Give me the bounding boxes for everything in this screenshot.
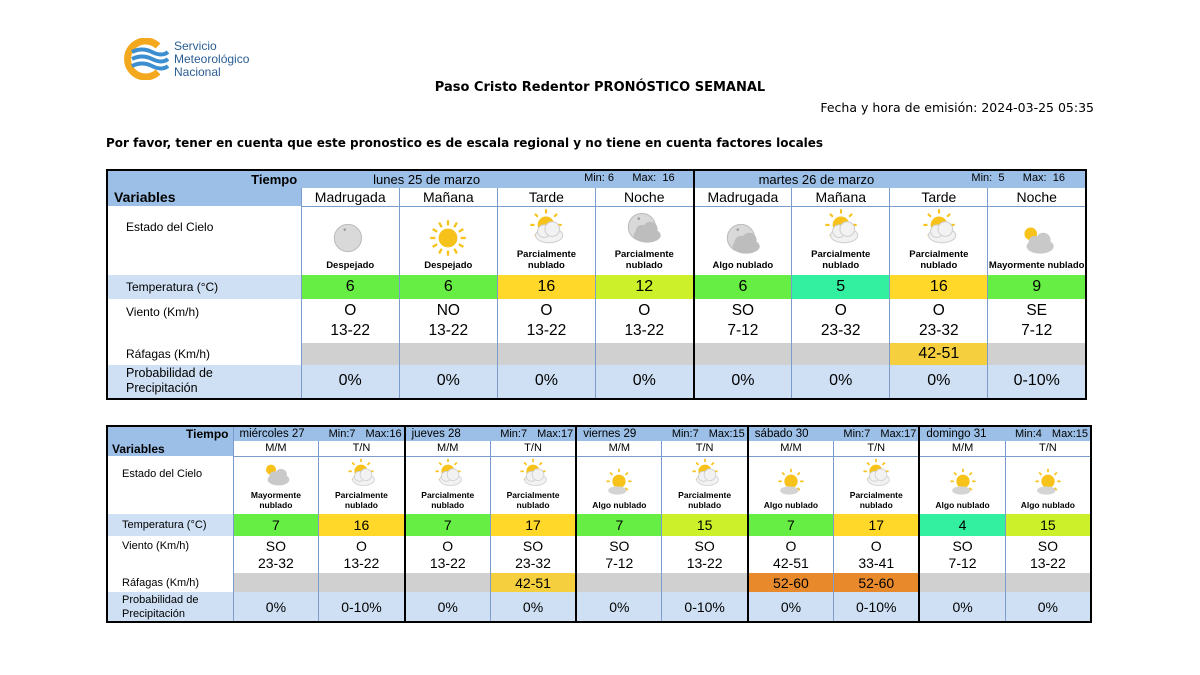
- temperature-cell: 16: [890, 275, 988, 299]
- disclaimer-note: Por favor, tener en cuenta que este pronostico es de escala regional y no tiene en cuenta factores locales: [106, 136, 824, 150]
- night-cloudy-icon: [720, 218, 766, 258]
- day-max: Max:17: [537, 428, 574, 440]
- wind-direction: O: [834, 301, 847, 319]
- wind-speed: 13-22: [686, 554, 723, 571]
- period-name: T/N: [490, 441, 576, 456]
- sky-cell: [319, 456, 405, 514]
- precip-prob-cell: 0%: [301, 365, 399, 399]
- day-max: Max:15: [708, 428, 745, 440]
- sky-label: Despejado: [326, 259, 375, 271]
- temperature-cell: 17: [834, 514, 920, 536]
- wind-cell: [399, 299, 497, 343]
- day-min: Min:7: [500, 428, 528, 440]
- wind-speed: 7-12: [1021, 321, 1053, 339]
- table-row: [107, 514, 1091, 536]
- day-max: Max:15: [1051, 428, 1088, 440]
- sky-label: Parcialmente nublado: [614, 248, 674, 271]
- temperature-cell: 7: [748, 514, 834, 536]
- period-name: T/N: [319, 441, 405, 456]
- sky-label: Parcialmente nublado: [506, 490, 560, 510]
- tiempo-label: Tiempo: [107, 426, 233, 441]
- period-name: Noche: [595, 188, 693, 206]
- wind-cell: [490, 536, 576, 573]
- wind-speed: 13-22: [1029, 554, 1066, 571]
- precip-prob-cell: 0%: [890, 365, 988, 399]
- period-name: Tarde: [890, 188, 988, 206]
- precip-prob-cell: 0%: [595, 365, 693, 399]
- day-date: domingo 31: [926, 428, 987, 440]
- temperatura-label: Temperatura (°C): [107, 514, 233, 536]
- day-max: Max:17: [880, 428, 917, 440]
- gust-cell: [405, 573, 491, 592]
- gust-cell: 42-51: [890, 343, 988, 365]
- wind-speed: 13-22: [429, 554, 466, 571]
- gust-cell: [919, 573, 1005, 592]
- wind-direction: SO: [1037, 537, 1058, 554]
- gust-cell: [792, 343, 890, 365]
- table-row: [107, 188, 1086, 206]
- viento-label: Viento (Km/h): [107, 536, 233, 573]
- sky-label: Algo nublado: [935, 500, 990, 510]
- wind-direction: SO: [609, 537, 630, 554]
- viento-label: Viento (Km/h): [107, 299, 301, 343]
- precip-prob-cell: 0-10%: [319, 592, 405, 622]
- wind-speed: 23-32: [257, 554, 294, 571]
- temperature-cell: 6: [399, 275, 497, 299]
- period-name: Tarde: [497, 188, 595, 206]
- estado-label: Estado del Cielo: [107, 456, 233, 514]
- period-name: M/M: [405, 441, 491, 456]
- wind-cell: [662, 536, 748, 573]
- gust-cell: [576, 573, 662, 592]
- day-date: miércoles 27: [239, 428, 305, 440]
- gust-cell: [662, 573, 748, 592]
- wind-speed: 13-22: [343, 554, 380, 571]
- wind-direction: SO: [265, 537, 287, 554]
- variables-label: Variables: [107, 188, 301, 206]
- period-name: T/N: [662, 441, 748, 456]
- table-row: [107, 299, 1086, 343]
- partly-cloudy-icon: [523, 207, 569, 247]
- precip-prob-cell: 0%: [792, 365, 890, 399]
- table-row: [107, 456, 1091, 514]
- sky-cell: [405, 456, 491, 514]
- day-header: [233, 426, 405, 441]
- day-header: [405, 426, 577, 441]
- period-name: M/M: [919, 441, 1005, 456]
- rafagas-label: Ráfagas (Km/h): [107, 343, 301, 365]
- partly-cloudy-icon: [857, 458, 895, 488]
- wind-direction: SO: [522, 537, 544, 554]
- gust-cell: 42-51: [490, 573, 576, 592]
- estado-label: Estado del Cielo: [107, 206, 301, 275]
- table-row: [107, 170, 1086, 188]
- wind-direction: O: [870, 537, 882, 554]
- temperature-cell: 7: [576, 514, 662, 536]
- precip-prob-cell: 0%: [497, 365, 595, 399]
- sky-cell: [490, 456, 576, 514]
- page-title: Paso Cristo Redentor PRONÓSTICO SEMANAL: [434, 80, 766, 95]
- day-min: Min:7: [328, 428, 356, 440]
- wind-cell: [834, 536, 920, 573]
- wind-cell: [576, 536, 662, 573]
- sun-cloud-icon: [772, 468, 810, 498]
- table-row: [107, 592, 1091, 622]
- precip-prob-cell: 0%: [490, 592, 576, 622]
- precip-prob-cell: 0%: [399, 365, 497, 399]
- sky-label: Parcialmente nublado: [516, 248, 576, 271]
- issue-datetime: Fecha y hora de emisión: 2024-03-25 05:35: [820, 100, 1094, 115]
- wind-speed: 23-32: [919, 321, 959, 339]
- forecast-table-days-3-7: [106, 425, 1092, 623]
- sky-cell: [890, 206, 988, 275]
- sky-label: Parcialmente nublado: [811, 248, 871, 271]
- wind-speed: 42-51: [773, 554, 809, 571]
- sun-icon: [425, 218, 471, 258]
- temperature-cell: 16: [497, 275, 595, 299]
- day-min: Min:7: [843, 428, 871, 440]
- sky-cell: [694, 206, 792, 275]
- wind-cell: [890, 299, 988, 343]
- partly-cloudy-icon: [818, 207, 864, 247]
- temperature-cell: 16: [319, 514, 405, 536]
- period-name: M/M: [576, 441, 662, 456]
- rafagas-label: Ráfagas (Km/h): [107, 573, 233, 592]
- gust-cell: [399, 343, 497, 365]
- sky-label: Parcialmente nublado: [849, 490, 903, 510]
- sky-label: Parcialmente nublado: [421, 490, 475, 510]
- wind-cell: [319, 536, 405, 573]
- temperature-cell: 5: [792, 275, 890, 299]
- precip-prob-cell: 0-10%: [834, 592, 920, 622]
- sky-label: Parcialmente nublado: [334, 490, 388, 510]
- wind-direction: SO: [731, 301, 755, 319]
- table-row: [107, 343, 1086, 365]
- gust-cell: [497, 343, 595, 365]
- precip-prob-cell: 0%: [694, 365, 792, 399]
- table-row: [107, 426, 1091, 441]
- sun-cloud-icon: [944, 468, 982, 498]
- temperature-cell: 9: [988, 275, 1086, 299]
- gust-cell: [595, 343, 693, 365]
- sun-cloud-icon: [600, 468, 638, 498]
- variables-label: Variables: [107, 441, 233, 456]
- day-header: [919, 426, 1091, 441]
- sky-label: Parcialmente nublado: [678, 490, 732, 510]
- tiempo-label: Tiempo: [107, 170, 301, 188]
- period-name: M/M: [748, 441, 834, 456]
- wind-cell: [792, 299, 890, 343]
- probabilidad-label: Probabilidad de Precipitación: [107, 592, 233, 622]
- wind-speed: 23-32: [515, 554, 551, 571]
- temperature-cell: 6: [694, 275, 792, 299]
- sky-label: Algo nublado: [763, 500, 819, 510]
- sky-label: Algo nublado: [1020, 500, 1075, 510]
- temperature-cell: 6: [301, 275, 399, 299]
- sky-cell: [662, 456, 748, 514]
- day-max: Max:16: [365, 428, 402, 440]
- wind-cell: [988, 299, 1086, 343]
- sky-cell: [497, 206, 595, 275]
- wind-cell: [694, 299, 792, 343]
- wind-direction: O: [785, 537, 797, 554]
- partly-cloudy-icon: [916, 207, 962, 247]
- sky-label: Mayormente nublado: [250, 490, 301, 510]
- gust-cell: [1005, 573, 1091, 592]
- sky-label: Parcialmente nublado: [909, 248, 969, 271]
- wind-direction: O: [540, 301, 553, 319]
- mostly-cloudy-icon: [1014, 218, 1060, 258]
- wind-direction: SO: [952, 537, 973, 554]
- sky-cell: [399, 206, 497, 275]
- smn-logo: [118, 38, 278, 80]
- table-row: [107, 573, 1091, 592]
- wind-direction: O: [638, 301, 651, 319]
- wind-cell: [748, 536, 834, 573]
- table-row: [107, 441, 1091, 456]
- precip-prob-cell: 0%: [233, 592, 319, 622]
- table-row: [107, 365, 1086, 399]
- wind-speed: 13-22: [624, 321, 665, 339]
- table-row: [107, 275, 1086, 299]
- sky-label: Mayormente nublado: [988, 259, 1085, 271]
- wind-speed: 7-12: [605, 554, 634, 571]
- gust-cell: [233, 573, 319, 592]
- sky-cell: [834, 456, 920, 514]
- wind-speed: 7-12: [727, 321, 759, 339]
- wind-direction: O: [344, 301, 357, 319]
- wind-speed: 7-12: [948, 554, 977, 571]
- partly-cloudy-icon: [429, 458, 467, 488]
- precip-prob-cell: 0%: [1005, 592, 1091, 622]
- precip-prob-cell: 0-10%: [662, 592, 748, 622]
- wind-speed: 13-22: [526, 321, 567, 339]
- wind-cell: [405, 536, 491, 573]
- wind-cell: [497, 299, 595, 343]
- period-name: Noche: [988, 188, 1086, 206]
- sky-cell: [233, 456, 319, 514]
- temperature-cell: 17: [490, 514, 576, 536]
- temperature-cell: 7: [233, 514, 319, 536]
- precip-prob-cell: 0-10%: [988, 365, 1086, 399]
- wind-direction: SE: [1026, 301, 1048, 319]
- gust-cell: [694, 343, 792, 365]
- period-name: Madrugada: [694, 188, 792, 206]
- sky-cell: [748, 456, 834, 514]
- sky-cell: [576, 456, 662, 514]
- table-row: [107, 536, 1091, 573]
- day-date: sábado 30: [754, 428, 809, 440]
- sky-cell: [1005, 456, 1091, 514]
- temperature-cell: 12: [595, 275, 693, 299]
- period-name: Madrugada: [301, 188, 399, 206]
- wind-direction: O: [442, 537, 454, 554]
- wind-cell: [233, 536, 319, 573]
- day-header: martes 26 de marzo Min: 5 Max: 16: [694, 170, 1086, 188]
- sky-cell: [792, 206, 890, 275]
- period-name: M/M: [233, 441, 319, 456]
- sky-cell: [595, 206, 693, 275]
- night-clear-icon: [327, 218, 373, 258]
- night-cloudy-icon: [621, 207, 667, 247]
- period-name: Mañana: [399, 188, 497, 206]
- sun-cloud-icon: [1029, 468, 1067, 498]
- period-name: T/N: [1005, 441, 1091, 456]
- temperature-cell: 15: [662, 514, 748, 536]
- day-date: jueves 28: [411, 428, 461, 440]
- forecast-table-days-1-2: [106, 169, 1087, 400]
- temperatura-label: Temperatura (°C): [107, 275, 301, 299]
- precip-prob-cell: 0%: [919, 592, 1005, 622]
- gust-cell: 52-60: [748, 573, 834, 592]
- wind-cell: [595, 299, 693, 343]
- sky-label: Algo nublado: [712, 259, 774, 271]
- day-header: lunes 25 de marzo Min: 6 Max: 16: [301, 170, 693, 188]
- day-min: Min:4: [1015, 428, 1042, 440]
- wind-speed: 13-22: [330, 321, 371, 339]
- gust-cell: [319, 573, 405, 592]
- probabilidad-label: Probabilidad de Precipitación: [107, 365, 301, 399]
- sky-cell: [988, 206, 1086, 275]
- day-header: [576, 426, 748, 441]
- wind-direction: O: [932, 301, 945, 319]
- day-date: viernes 29: [583, 428, 637, 440]
- wind-cell: [919, 536, 1005, 573]
- wind-direction: SO: [694, 537, 715, 554]
- wind-direction: O: [356, 537, 367, 554]
- partly-cloudy-icon: [514, 458, 552, 488]
- period-name: Mañana: [792, 188, 890, 206]
- wind-speed: 13-22: [428, 321, 469, 339]
- precip-prob-cell: 0%: [576, 592, 662, 622]
- gust-cell: 52-60: [834, 573, 920, 592]
- temperature-cell: 4: [919, 514, 1005, 536]
- day-min: Min:7: [671, 428, 699, 440]
- partly-cloudy-icon: [686, 458, 724, 488]
- wind-direction: NO: [436, 301, 460, 319]
- mostly-cloudy-icon: [257, 458, 295, 488]
- precip-prob-cell: 0%: [405, 592, 491, 622]
- temperature-cell: 15: [1005, 514, 1091, 536]
- org-name: Servicio Meteorológico Nacional: [174, 39, 250, 79]
- smn-logo-icon: [118, 38, 172, 80]
- precip-prob-cell: 0%: [748, 592, 834, 622]
- temperature-cell: 7: [405, 514, 491, 536]
- sky-cell: [919, 456, 1005, 514]
- partly-cloudy-icon: [342, 458, 380, 488]
- sky-cell: [301, 206, 399, 275]
- sky-label: Algo nublado: [592, 500, 647, 510]
- gust-cell: [301, 343, 399, 365]
- sky-label: Despejado: [424, 259, 473, 271]
- table-row: [107, 206, 1086, 275]
- wind-speed: 33-41: [858, 554, 895, 571]
- wind-speed: 23-32: [820, 321, 861, 339]
- gust-cell: [988, 343, 1086, 365]
- day-header: [748, 426, 920, 441]
- wind-cell: [301, 299, 399, 343]
- period-name: T/N: [834, 441, 920, 456]
- wind-cell: [1005, 536, 1091, 573]
